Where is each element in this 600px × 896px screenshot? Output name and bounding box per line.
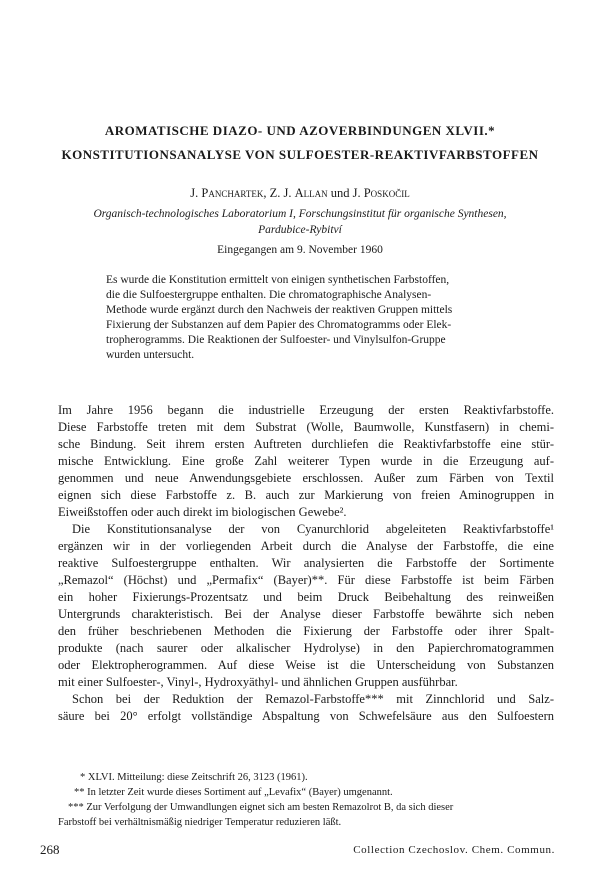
body-line: oder Elektropherogrammen. Auf diese Weise ist die Unterscheidung von Substanzen: [58, 658, 554, 672]
abstract: [106, 273, 506, 363]
author-list: [40, 186, 560, 201]
page-number: 268: [40, 842, 60, 857]
footnote-continuation: Farbstoff bei verhältnismäßig niedriger Temperatur reduzieren läßt.: [58, 817, 342, 828]
body-line: Schon bei der Reduktion der Remazol-Farbstoffe*** mit Zinnchlorid und Salz-: [72, 692, 554, 706]
affiliation-line-2: Pardubice-Rybitví: [258, 224, 342, 236]
body-line: „Remazol“ (Höchst) und „Permafix“ (Bayer)**. Für diese Farbstoffe ist beim Färben: [58, 573, 554, 587]
footnotes: [58, 770, 554, 830]
footnote: * XLVI. Mitteilung: diese Zeitschrift 26, 3123 (1961).: [80, 772, 308, 783]
body-line: säure bei 20° erfolgt vollständige Abspaltung von Schwefelsäure aus den Sulfoestern: [58, 709, 554, 723]
body-line: eignen sich diese Farbstoffe z. B. auch zur Markierung von freien Aminogruppen in: [58, 488, 554, 502]
author-3-name: Poskočil: [363, 186, 410, 200]
body-line: genommen und neue Anwendungsgebiete erschlossen. Außer zum Färben von Textil: [58, 471, 554, 485]
article-title-line-1: AROMATISCHE DIAZO- UND AZOVERBINDUNGEN XLVII.*: [104, 123, 496, 138]
author-separator-2: und J.: [327, 186, 364, 200]
abstract-line: tropherogramms. Die Reaktionen der Sulfoester- und Vinylsulfon-Gruppe: [106, 334, 446, 346]
abstract-line: die die Sulfoestergruppe enthalten. Die chromatographische Analysen-: [106, 289, 432, 301]
body-line: Diese Farbstoffe treten mit dem Substrat (Wolle, Baumwolle, Kunstfasern) in chemi-: [58, 420, 554, 434]
footnote: *** Zur Verfolgung der Umwandlungen eignet sich am besten Remazolrot B, da sich dieser: [68, 802, 454, 813]
abstract-line: wurden untersucht.: [106, 349, 195, 361]
body-line: produkte (nach saurer oder alkalischer Hydrolyse) in den Papierchromatogrammen: [58, 641, 554, 655]
body-text: [58, 402, 554, 725]
footnote: ** In letzter Zeit wurde dieses Sortiment auf „Levafix“ (Bayer) umgenannt.: [74, 787, 393, 798]
body-line: sche Bindung. Seit ihrem ersten Auftreten durchliefen die Reaktivfarbstoffe eine stür-: [58, 437, 554, 451]
body-line: mit einer Sulfoester-, Vinyl-, Hydroxyäthyl- und ähnlichen Gruppen ausführbar.: [58, 675, 458, 689]
body-line: ergänzen wir in der vorliegenden Arbeit durch die Analyse der Farbstoffe, die eine: [58, 539, 554, 553]
abstract-line: Methode wurde ergänzt durch den Nachweis der reaktiven Gruppen mittels: [106, 304, 453, 316]
body-line: mische Entwicklung. Eine große Zahl weiterer Typen wurde in die Erzeugung auf-: [58, 454, 554, 468]
author-2-name: Allan: [294, 186, 328, 200]
received-date: Eingegangen am 9. November 1960: [217, 244, 383, 256]
abstract-line: Es wurde die Konstitution ermittelt von einigen synthetischen Farbstoffen,: [106, 274, 450, 286]
body-line: ein hoher Fixierungs-Prozentsatz und beim Druck Beibehaltung des reinweißen: [58, 590, 554, 604]
body-line: Eiweißstoffen oder auch direkt im biologischen Gewebe².: [58, 505, 347, 519]
author-separator-1: , Z. J.: [263, 186, 295, 200]
author-1-name: Panchartek: [201, 186, 264, 200]
journal-name: Collection Czechoslov. Chem. Commun.: [353, 844, 555, 856]
body-line: reaktive Sulfoestergruppe enthalten. Wir analysierten die Farbstoffe der Sortimente: [58, 556, 554, 570]
abstract-line: Fixierung der Substanzen auf dem Papier des Chromatogramms oder Elek-: [106, 319, 452, 331]
body-line: Die Konstitutionsanalyse der von Cyanurchlorid abgeleiteten Reaktivfarbstoffe¹: [72, 522, 554, 536]
author-1-initials: J.: [190, 186, 202, 200]
article-title-line-2: KONSTITUTIONSANALYSE VON SULFOESTER-REAKTIVFARBSTOFFEN: [61, 147, 539, 162]
body-line: Im Jahre 1956 begann die industrielle Erzeugung der ersten Reaktivfarbstoffe.: [58, 403, 554, 417]
body-line: den früher beschriebenen Methoden die Fixierung der Farbstoffe oder ihrer Spalt-: [58, 624, 554, 638]
affiliation-line-1: Organisch-technologisches Laboratorium I, Forschungsinstitut für organische Synthesen,: [93, 208, 507, 220]
body-line: Untergrunds charakteristisch. Bei der Analyse dieser Farbstoffe bewährte sich neben: [58, 607, 554, 621]
